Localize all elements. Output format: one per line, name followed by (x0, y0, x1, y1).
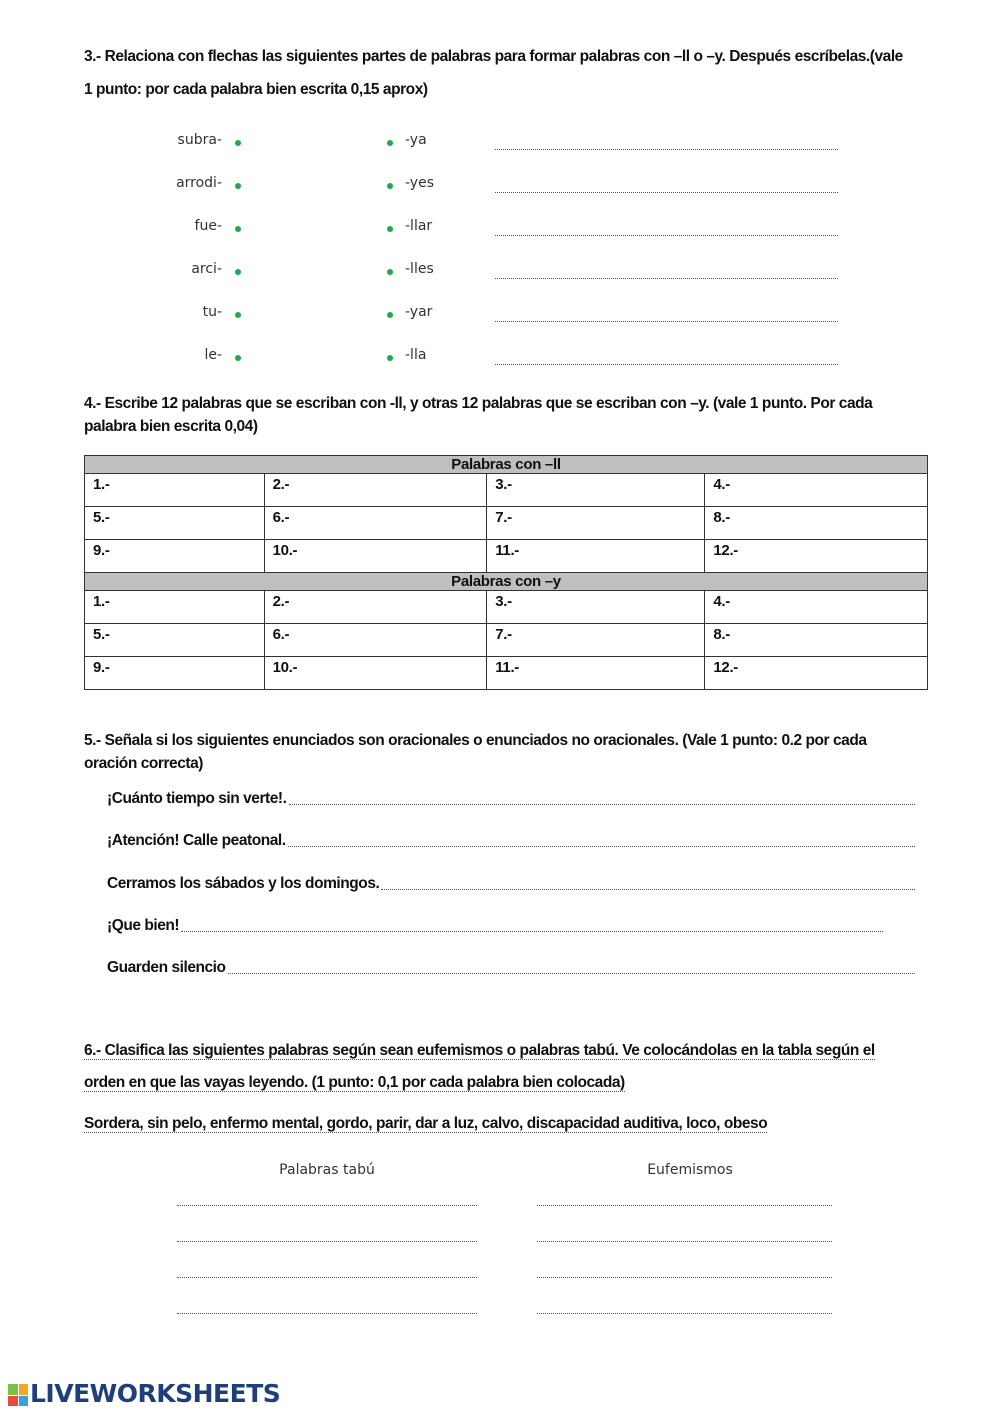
word-cell[interactable]: 12.- (705, 540, 928, 573)
answer-line[interactable] (289, 804, 916, 805)
statement-text: ¡Cuánto tiempo sin verte!. (107, 790, 287, 807)
word-cell[interactable]: 8.- (705, 507, 928, 540)
tabu-answer-line[interactable] (177, 1205, 477, 1206)
right-word-part: -yar (405, 304, 433, 320)
liveworksheets-logo: LIVEWORKSHEETS (30, 1379, 281, 1408)
s4-title-1: 4.- Escribe 12 palabras que se escriban con -ll, y otras 12 palabras que se escriban con –y. (vale 1 punto. Por cada (84, 395, 873, 412)
left-connector-dot[interactable] (235, 269, 241, 275)
right-word-part: -ya (405, 132, 427, 148)
left-word-part: arci- (191, 261, 222, 277)
word-cell[interactable]: 3.- (487, 591, 705, 624)
word-cell[interactable]: 9.- (85, 657, 265, 690)
statement-row (107, 832, 915, 850)
s3-title-2: 1 punto: por cada palabra bien escrita 0,15 aprox) (84, 81, 428, 98)
left-word-part: le- (204, 347, 222, 363)
s3-title-1: 3.- Relaciona con flechas las siguientes partes de palabras para formar palabras con –ll o –y. Después escríbelas.(vale (84, 48, 903, 65)
left-connector-dot[interactable] (235, 312, 241, 318)
left-word-part: fue- (194, 218, 222, 234)
left-connector-dot[interactable] (235, 140, 241, 146)
statement-text: ¡Atención! Calle peatonal. (107, 832, 286, 850)
col-tabu-heading: Palabras tabú (279, 1162, 375, 1178)
statement-text: Cerramos los sábados y los domingos. (107, 874, 380, 892)
word-cell[interactable]: 2.- (264, 591, 487, 624)
right-connector-dot[interactable] (387, 312, 393, 318)
right-connector-dot[interactable] (387, 183, 393, 189)
answer-line[interactable] (495, 149, 838, 150)
word-cell[interactable]: 7.- (487, 624, 705, 657)
header-ll: Palabras con –ll (85, 456, 928, 474)
word-cell[interactable]: 5.- (85, 507, 265, 540)
word-cell[interactable]: 10.- (264, 657, 487, 690)
eufemismo-answer-line[interactable] (537, 1313, 832, 1314)
word-cell[interactable]: 6.- (264, 624, 487, 657)
s6-title-1: 6.- Clasifica las siguientes palabras según sean eufemismos o palabras tabú. Ve colocándolas en la tabla según el (84, 1042, 875, 1059)
right-connector-dot[interactable] (387, 355, 393, 361)
word-cell[interactable]: 10.- (264, 540, 487, 573)
statement-row (107, 875, 915, 893)
tabu-answer-line[interactable] (177, 1241, 477, 1242)
answer-line[interactable] (495, 364, 838, 365)
word-cell[interactable]: 8.- (705, 624, 928, 657)
word-cell[interactable]: 3.- (487, 474, 705, 507)
tabu-answer-line[interactable] (177, 1277, 477, 1278)
right-word-part: -lles (405, 261, 434, 277)
s6-title-2: orden en que las vayas leyendo. (1 punto: 0,1 por cada palabra bien colocada) (84, 1074, 625, 1091)
left-connector-dot[interactable] (235, 355, 241, 361)
word-cell[interactable]: 4.- (705, 474, 928, 507)
word-cell[interactable]: 12.- (705, 657, 928, 690)
table-row (85, 657, 928, 690)
s5-title-1: 5.- Señala si los siguientes enunciados son oracionales o enunciados no oracionales. (Vale 1 punto: 0.2 por cada (84, 732, 867, 749)
eufemismo-answer-line[interactable] (537, 1205, 832, 1206)
word-cell[interactable]: 2.- (264, 474, 487, 507)
word-cell[interactable]: 1.- (85, 591, 265, 624)
right-connector-dot[interactable] (387, 269, 393, 275)
eufemismo-answer-line[interactable] (537, 1277, 832, 1278)
tabu-answer-line[interactable] (177, 1313, 477, 1314)
s4-title-2: palabra bien escrita 0,04) (84, 418, 258, 435)
word-cell[interactable]: 1.- (85, 474, 265, 507)
statement-row (107, 790, 915, 808)
word-cell[interactable]: 7.- (487, 507, 705, 540)
col-eufemismos-heading: Eufemismos (647, 1162, 733, 1178)
left-connector-dot[interactable] (235, 183, 241, 189)
eufemismo-answer-line[interactable] (537, 1241, 832, 1242)
answer-line[interactable] (495, 321, 838, 322)
left-word-part: subra- (177, 132, 222, 148)
word-cell[interactable]: 9.- (85, 540, 265, 573)
table-row (85, 624, 928, 657)
answer-line[interactable] (181, 931, 883, 932)
table-row (85, 591, 928, 624)
right-word-part: -lla (405, 347, 427, 363)
words-table (84, 455, 928, 690)
s5-title-2: oración correcta) (84, 755, 203, 772)
word-cell[interactable]: 5.- (85, 624, 265, 657)
word-cell[interactable]: 11.- (487, 657, 705, 690)
answer-line[interactable] (495, 235, 838, 236)
right-word-part: -llar (405, 218, 433, 234)
statement-row (107, 959, 915, 977)
right-word-part: -yes (405, 175, 434, 191)
word-cell[interactable]: 6.- (264, 507, 487, 540)
table-row (85, 474, 928, 507)
right-connector-dot[interactable] (387, 140, 393, 146)
answer-line[interactable] (381, 889, 915, 890)
liveworksheets-badge-icon (8, 1384, 28, 1406)
table-row (85, 540, 928, 573)
answer-line[interactable] (495, 192, 838, 193)
answer-line[interactable] (288, 846, 915, 847)
answer-line[interactable] (495, 278, 838, 279)
statement-row (107, 917, 883, 935)
word-cell[interactable]: 11.- (487, 540, 705, 573)
answer-line[interactable] (228, 973, 915, 974)
word-cell[interactable]: 4.- (705, 591, 928, 624)
right-connector-dot[interactable] (387, 226, 393, 232)
statement-text: ¡Que bien! (107, 916, 180, 934)
s6-word-list: Sordera, sin pelo, enfermo mental, gordo, parir, dar a luz, calvo, discapacidad auditiva, loco, obeso (84, 1115, 768, 1132)
left-connector-dot[interactable] (235, 226, 241, 232)
statement-text: Guarden silencio (107, 959, 226, 977)
left-word-part: arrodi- (176, 175, 222, 191)
table-row (85, 507, 928, 540)
header-y: Palabras con –y (85, 573, 928, 591)
left-word-part: tu- (202, 304, 222, 320)
